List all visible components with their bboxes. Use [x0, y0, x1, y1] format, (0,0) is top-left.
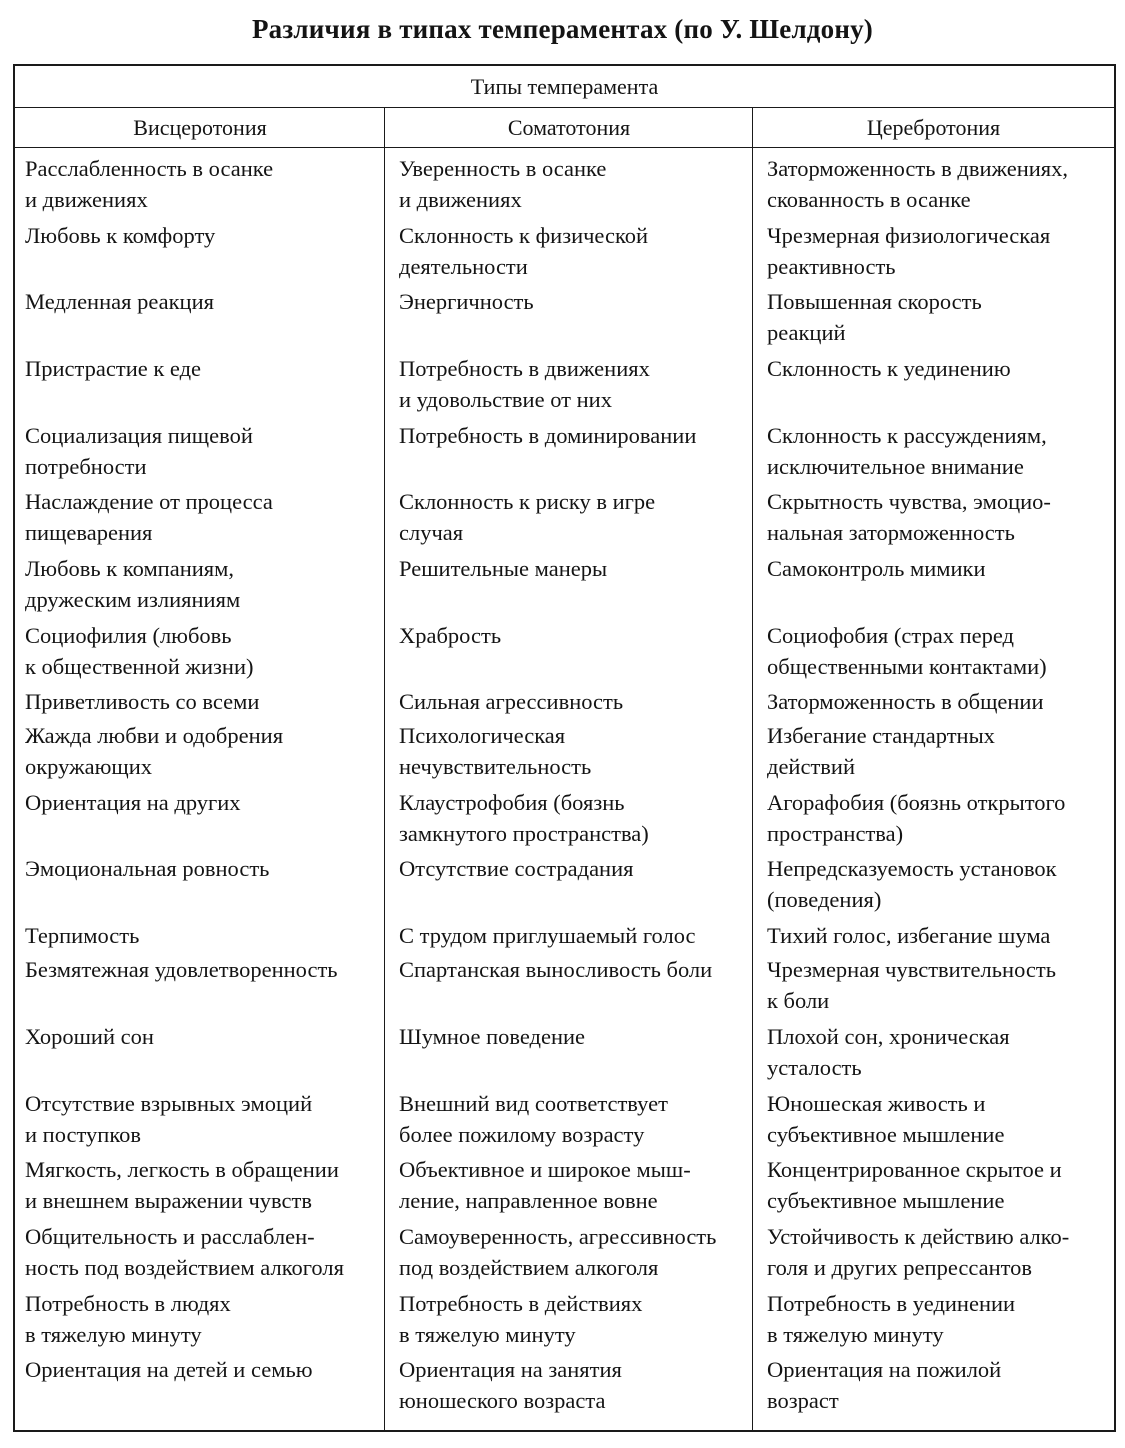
- cell-somatotonia: Внешний вид соответствует более пожилому возрасту: [399, 1091, 668, 1147]
- cell-cerebrotonia: Тихий голос, избегание шума: [767, 923, 1051, 948]
- cell-viscerotonia: Мягкость, легкость в обращении и внешнем выражении чувств: [25, 1157, 339, 1213]
- cell-somatotonia: Ориентация на занятия юношеского возраста: [399, 1357, 622, 1413]
- table-row: [15, 951, 1114, 1018]
- cell-cerebrotonia: Устойчивость к действию алко- голя и других репрессантов: [767, 1224, 1070, 1280]
- table-row: [15, 1351, 1114, 1418]
- cell-somatotonia: Самоуверенность, агрессивность под воздействием алкоголя: [399, 1224, 717, 1280]
- cell-somatotonia: С трудом приглушаемый голос: [399, 923, 696, 948]
- table-body: [15, 150, 1114, 1418]
- cell-viscerotonia: Расслабленность в осанке и движениях: [25, 156, 274, 212]
- column-header-row: [15, 108, 1114, 148]
- table-row: [15, 217, 1114, 283]
- cell-somatotonia: Храбрость: [399, 623, 502, 648]
- page-title: Различия в типах темпераментах (по У. Шелдону): [251, 14, 873, 44]
- cell-viscerotonia: Безмятежная удовлетворенность: [25, 957, 338, 982]
- column-header-somatotonia: Соматотония: [507, 115, 631, 140]
- cell-viscerotonia: Хороший сон: [25, 1024, 154, 1049]
- cell-viscerotonia: Общительность и расслаблен- ность под воздействием алкоголя: [25, 1224, 344, 1280]
- cell-cerebrotonia: Склонность к уединению: [767, 356, 1011, 381]
- cell-viscerotonia: Потребность в людях в тяжелую минуту: [25, 1291, 231, 1347]
- table-row: [15, 1285, 1114, 1351]
- table-row: [15, 283, 1114, 350]
- cell-viscerotonia: Социофилия (любовь к общественной жизни): [25, 623, 254, 679]
- table-row: [15, 417, 1114, 483]
- cell-somatotonia: Шумное поведение: [399, 1024, 586, 1049]
- cell-cerebrotonia: Заторможенность в движениях, скованность в осанке: [767, 156, 1069, 212]
- cell-viscerotonia: Любовь к комфорту: [25, 223, 216, 248]
- cell-cerebrotonia: Скрытность чувства, эмоцио- нальная заторможенность: [767, 489, 1051, 545]
- cell-viscerotonia: Ориентация на других: [25, 790, 241, 815]
- cell-somatotonia: Уверенность в осанке и движениях: [399, 156, 607, 212]
- column-header-cerebrotonia: Церебротония: [866, 115, 1001, 140]
- cell-somatotonia: Потребность в доминировании: [399, 423, 697, 448]
- cell-cerebrotonia: Плохой сон, хроническая усталость: [767, 1024, 1010, 1080]
- cell-cerebrotonia: Самоконтроль мимики: [767, 556, 986, 581]
- cell-viscerotonia: Пристрастие к еде: [25, 356, 202, 381]
- cell-cerebrotonia: Непредсказуемость установок (поведения): [767, 856, 1057, 912]
- cell-viscerotonia: Социализация пищевой потребности: [25, 423, 253, 479]
- cell-somatotonia: Потребность в действиях в тяжелую минуту: [399, 1291, 643, 1347]
- table-row: [15, 917, 1114, 951]
- table-row: [15, 1085, 1114, 1151]
- cell-viscerotonia: Наслаждение от процесса пищеварения: [25, 489, 273, 545]
- cell-somatotonia: Энергичность: [399, 289, 534, 314]
- cell-cerebrotonia: Повышенная скорость реакций: [767, 289, 982, 345]
- table-row: [15, 850, 1114, 917]
- table-row: [15, 717, 1114, 784]
- table-row: [15, 1018, 1114, 1085]
- cell-somatotonia: Склонность к физической деятельности: [399, 223, 649, 279]
- temperament-table: [13, 64, 1116, 1432]
- cell-cerebrotonia: Заторможенность в общении: [767, 689, 1044, 714]
- cell-somatotonia: Решительные манеры: [399, 556, 608, 581]
- cell-viscerotonia: Эмоциональная ровность: [25, 856, 270, 881]
- cell-viscerotonia: Терпимость: [25, 923, 140, 948]
- cell-cerebrotonia: Потребность в уединении в тяжелую минуту: [767, 1291, 1016, 1347]
- cell-viscerotonia: Приветливость со всеми: [25, 689, 260, 714]
- cell-cerebrotonia: Чрезмерная физиологическая реактивность: [767, 223, 1051, 279]
- table-row: [15, 483, 1114, 550]
- cell-somatotonia: Психологическая нечувствительность: [399, 723, 592, 779]
- cell-somatotonia: Сильная агрессивность: [399, 689, 624, 714]
- table-row: [15, 550, 1114, 617]
- table-row: [15, 617, 1114, 683]
- cell-cerebrotonia: Агорафобия (боязнь открытого пространства): [767, 790, 1066, 846]
- cell-somatotonia: Потребность в движениях и удовольствие от них: [399, 356, 650, 412]
- column-header-viscerotonia: Висцеротония: [133, 115, 267, 140]
- cell-viscerotonia: Любовь к компаниям, дружеским излияниям: [25, 556, 241, 612]
- cell-cerebrotonia: Избегание стандартных действий: [767, 723, 995, 779]
- cell-somatotonia: Объективное и широкое мыш- ление, направленное вовне: [399, 1157, 691, 1213]
- group-header: Типы темперамента: [15, 66, 1114, 108]
- cell-viscerotonia: Медленная реакция: [25, 289, 214, 314]
- table-row: [15, 1151, 1114, 1218]
- cell-cerebrotonia: Концентрированное скрытое и субъективное мышление: [767, 1157, 1062, 1213]
- table-row: [15, 683, 1114, 717]
- cell-viscerotonia: Жажда любви и одобрения окружающих: [25, 723, 284, 779]
- cell-somatotonia: Клаустрофобия (боязнь замкнутого пространства): [399, 790, 649, 846]
- cell-cerebrotonia: Юношеская живость и субъективное мышление: [767, 1091, 1005, 1147]
- table-row: [15, 350, 1114, 417]
- table-row: [15, 1218, 1114, 1285]
- cell-viscerotonia: Отсутствие взрывных эмоций и поступков: [25, 1091, 313, 1147]
- cell-viscerotonia: Ориентация на детей и семью: [25, 1357, 313, 1382]
- table-row: [15, 150, 1114, 217]
- cell-cerebrotonia: Склонность к рассуждениям, исключительное внимание: [767, 423, 1047, 479]
- cell-somatotonia: Спартанская выносливость боли: [399, 957, 713, 982]
- cell-somatotonia: Склонность к риску в игре случая: [399, 489, 656, 545]
- cell-cerebrotonia: Ориентация на пожилой возраст: [767, 1357, 1002, 1413]
- cell-somatotonia: Отсутствие сострадания: [399, 856, 634, 881]
- cell-cerebrotonia: Чрезмерная чувствительность к боли: [767, 957, 1056, 1013]
- table-row: [15, 784, 1114, 850]
- cell-cerebrotonia: Социофобия (страх перед общественными контактами): [767, 623, 1047, 679]
